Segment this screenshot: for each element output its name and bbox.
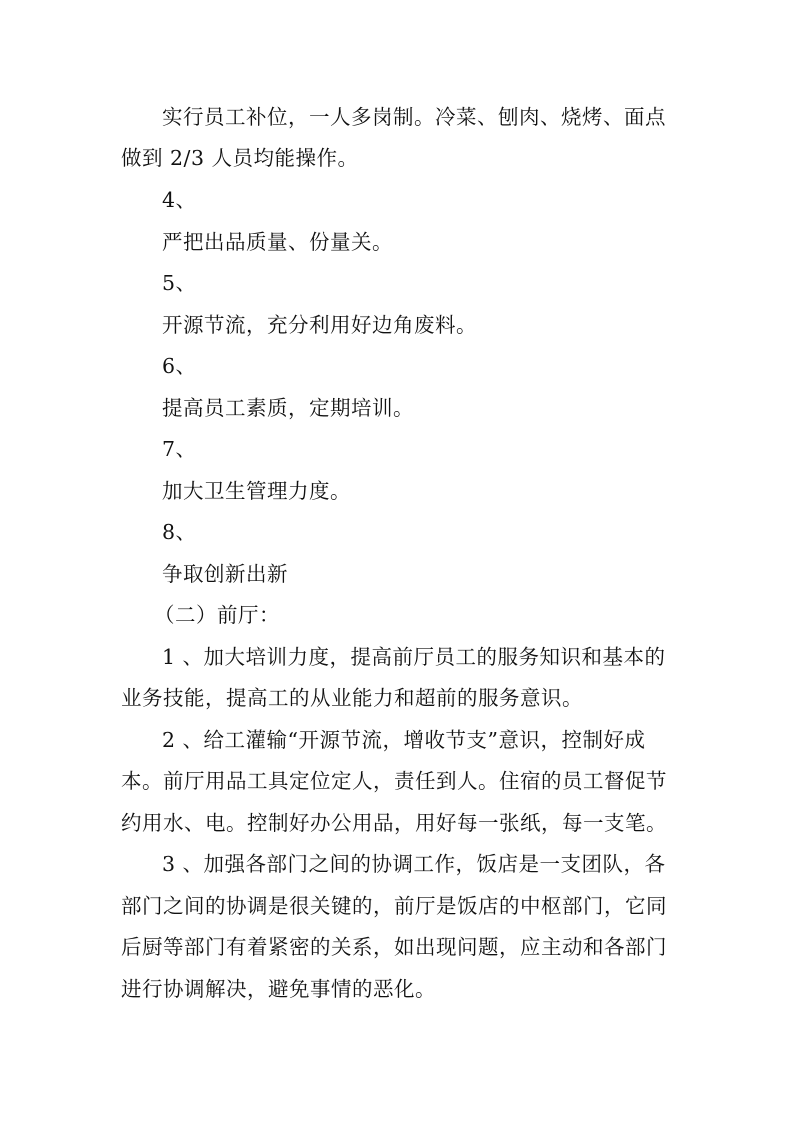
paragraph-line: 约用水、电。控制好办公用品，用好每一张纸，每一支笔。 [121, 811, 667, 835]
paragraph-line: 加大卫生管理力度。 [162, 479, 351, 503]
list-number: 7、 [162, 437, 197, 461]
paragraph-line: 做到 2/3 人员均能操作。 [121, 146, 359, 170]
paragraph-line: 后厨等部门有着紧密的关系，如出现问题，应主动和各部门 [121, 935, 667, 959]
list-number: 6、 [162, 354, 197, 378]
paragraph-line: 严把出品质量、份量关。 [162, 230, 393, 254]
paragraph-line: 本。前厅用品工具定位定人，责任到人。住宿的员工督促节 [121, 769, 667, 793]
paragraph-line: 业务技能，提高工的从业能力和超前的服务意识。 [121, 686, 583, 710]
paragraph-line: 部门之间的协调是很关键的，前厅是饭店的中枢部门，它同 [121, 894, 667, 918]
paragraph-line: 争取创新出新 [162, 562, 288, 586]
paragraph-line: 2 、给工灌输“开源节流，增收节支”意识，控制好成 [162, 728, 646, 752]
paragraph-line: 进行协调解决，避免事情的恶化。 [121, 977, 436, 1001]
paragraph-line: 实行员工补位，一人多岗制。冷菜、刨肉、烧烤、面点 [162, 105, 666, 129]
paragraph-line: 3 、加强各部门之间的协调工作，饭店是一支团队，各 [162, 852, 666, 876]
paragraph-line: 提高员工素质，定期培训。 [162, 396, 414, 420]
list-number: 5、 [162, 271, 197, 295]
paragraph-line: 开源节流，充分利用好边角废料。 [162, 313, 477, 337]
paragraph-line: 1 、加大培训力度，提高前厅员工的服务知识和基本的 [162, 645, 666, 669]
list-number: 8、 [162, 520, 197, 544]
section-heading: （二）前厅： [154, 603, 280, 627]
list-number: 4、 [162, 188, 197, 212]
